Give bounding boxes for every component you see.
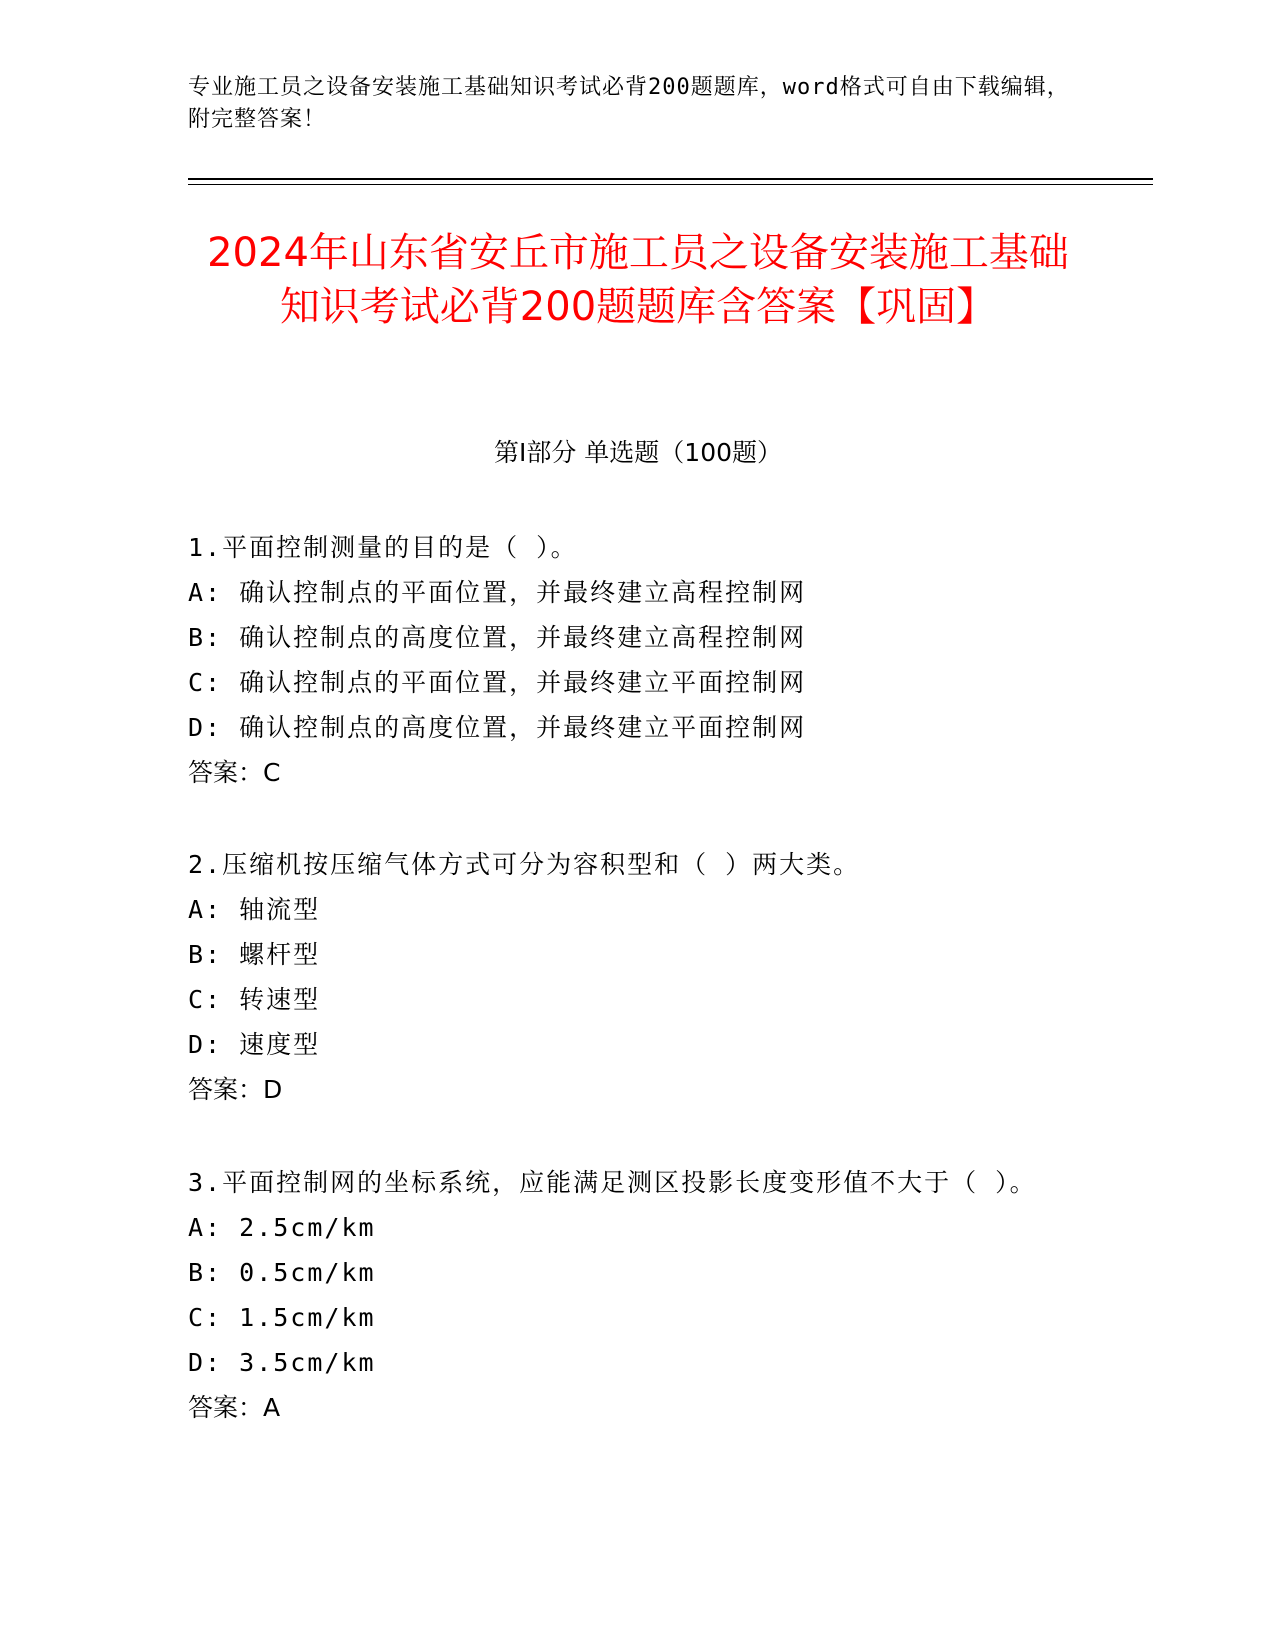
answer-text: 答案：A [188,1393,281,1422]
option-a: A: 轴流型 [188,895,321,924]
header-rule-thin [188,184,1153,185]
answer-text: 答案：D [188,1075,283,1104]
header-rule-thick [188,178,1153,180]
question-3 [188,1160,1088,1430]
option-d: D: 确认控制点的高度位置，并最终建立平面控制网 [188,713,807,742]
option-a: A: 确认控制点的平面位置，并最终建立高程控制网 [188,578,807,607]
question-1 [188,525,1088,795]
question-2 [188,842,1088,1112]
document-title: 2024年山东省安丘市施工员之设备安装施工基础知识考试必背200题题库含答案【巩固】 [207,230,1069,330]
question-stem: 1.平面控制测量的目的是（ ）。 [188,533,578,562]
answer-text: 答案：C [188,758,281,787]
option-d: D: 3.5cm/km [188,1348,376,1377]
option-d: D: 速度型 [188,1030,321,1059]
option-a: A: 2.5cm/km [188,1213,376,1242]
option-c: C: 转速型 [188,985,321,1014]
section-heading: 第Ⅰ部分 单选题（100题） [493,438,783,467]
option-b: B: 0.5cm/km [188,1258,376,1287]
question-stem: 3.平面控制网的坐标系统，应能满足测区投影长度变形值不大于（ ）。 [188,1168,1037,1197]
document-intro: 专业施工员之设备安装施工基础知识考试必背200题题库，word格式可自由下载编辑，附完整答案！ [188,75,1070,132]
option-c: C: 确认控制点的平面位置，并最终建立平面控制网 [188,668,807,697]
option-b: B: 确认控制点的高度位置，并最终建立高程控制网 [188,623,807,652]
option-b: B: 螺杆型 [188,940,321,969]
question-stem: 2.压缩机按压缩气体方式可分为容积型和（ ）两大类。 [188,850,861,879]
option-c: C: 1.5cm/km [188,1303,376,1332]
